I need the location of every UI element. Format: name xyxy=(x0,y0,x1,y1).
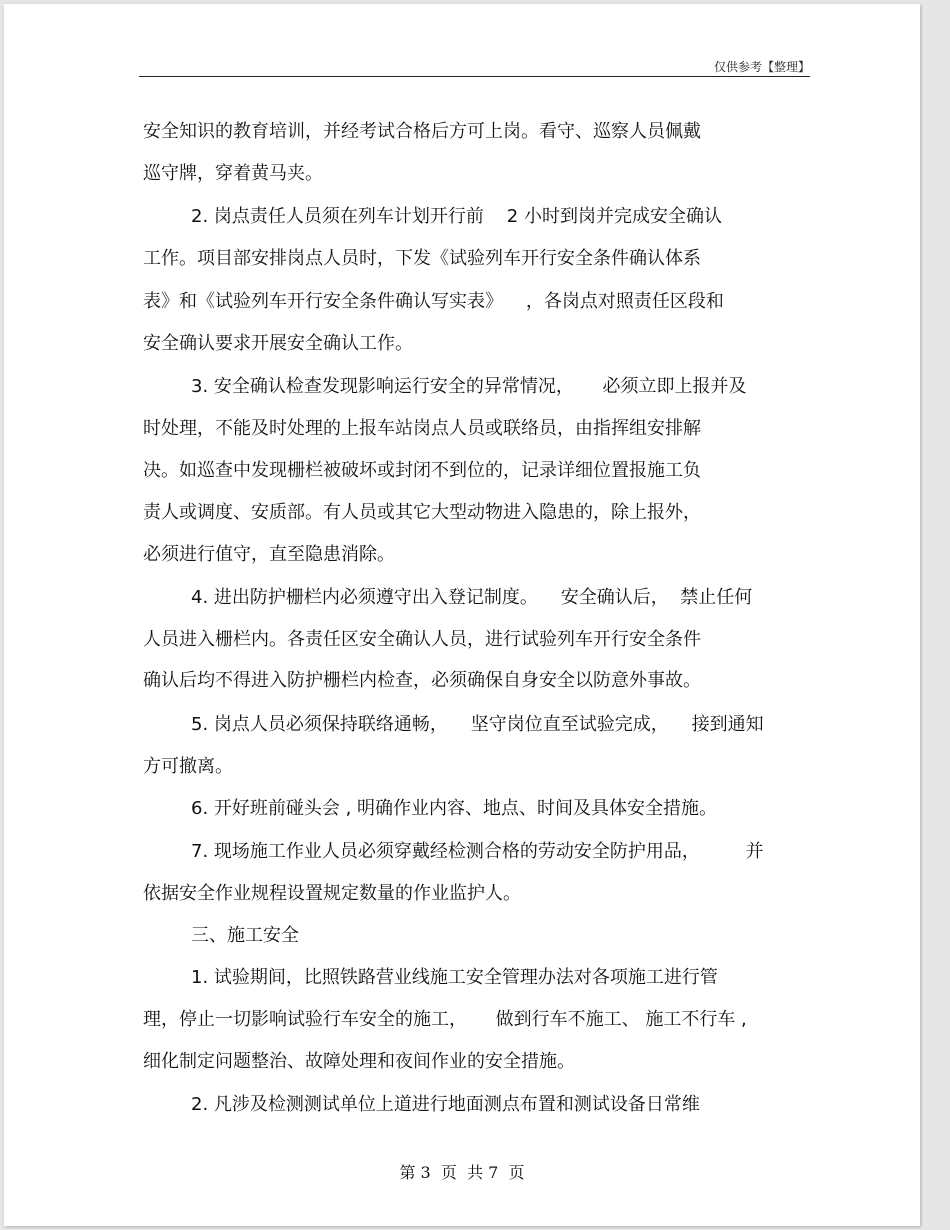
text-line: 表》和《试验列车开行安全条件确认写实表》 ，各岗点对照责任区段和 xyxy=(143,291,724,312)
text-line: 时处理，不能及时处理的上报车站岗点人员或联络员，由指挥组安排解 xyxy=(143,418,701,439)
text-line: 确认后均不得进入防护栅栏内检查，必须确保自身安全以防意外事故。 xyxy=(143,670,701,691)
text-line: 细化制定问题整治、故障处理和夜间作业的安全措施。 xyxy=(143,1051,575,1072)
section-heading: 三、施工安全 xyxy=(191,925,299,946)
text-line: 7. 现场施工作业人员必须穿戴经检测合格的劳动安全防护用品， 并 xyxy=(191,841,764,862)
text-line: 2. 岗点责任人员须在列车计划开行前 2 小时到岗并完成安全确认 xyxy=(191,206,722,227)
text-line: 必须进行值守，直至隐患消除。 xyxy=(143,544,395,565)
document-page xyxy=(4,4,920,1226)
text-line: 工作。项目部安排岗点人员时，下发《试验列车开行安全条件确认体系 xyxy=(143,248,701,269)
text-line: 1. 试验期间，比照铁路营业线施工安全管理办法对各项施工进行管 xyxy=(191,967,718,988)
header-label: 仅供参考【整理】 xyxy=(713,60,810,74)
text-line: 5. 岗点人员必须保持联络通畅， 坚守岗位直至试验完成， 接到通知 xyxy=(191,714,764,735)
text-line: 4. 进出防护栅栏内必须遵守出入登记制度。 安全确认后， 禁止任何 xyxy=(191,587,753,608)
text-line: 方可撤离。 xyxy=(143,756,233,777)
text-line: 理，停止一切影响试验行车安全的施工， 做到行车不施工、 施工不行车 , xyxy=(143,1009,747,1030)
text-line: 责人或调度、安质部。有人员或其它大型动物进入隐患的，除上报外， xyxy=(143,502,701,523)
text-line: 2. 凡涉及检测测试单位上道进行地面测点布置和测试设备日常维 xyxy=(191,1094,700,1115)
text-line: 安全确认要求开展安全确认工作。 xyxy=(143,333,413,354)
text-line: 依据安全作业规程设置规定数量的作业监护人。 xyxy=(143,883,521,904)
text-line: 安全知识的教育培训，并经考试合格后方可上岗。看守、巡察人员佩戴 xyxy=(143,121,701,142)
text-line: 3. 安全确认检查发现影响运行安全的异常情况， 必须立即上报并及 xyxy=(191,376,747,397)
text-line: 6. 开好班前碰头会 , 明确作业内容、地点、时间及具体安全措施。 xyxy=(191,798,718,819)
page-number: 第 3 页 共 7 页 xyxy=(399,1163,525,1182)
text-line: 人员进入栅栏内。各责任区安全确认人员，进行试验列车开行安全条件 xyxy=(143,629,701,650)
text-line: 决。如巡查中发现栅栏被破坏或封闭不到位的，记录详细位置报施工负 xyxy=(143,460,701,481)
header-rule xyxy=(139,76,810,77)
text-line: 巡守牌，穿着黄马夹。 xyxy=(143,163,323,184)
